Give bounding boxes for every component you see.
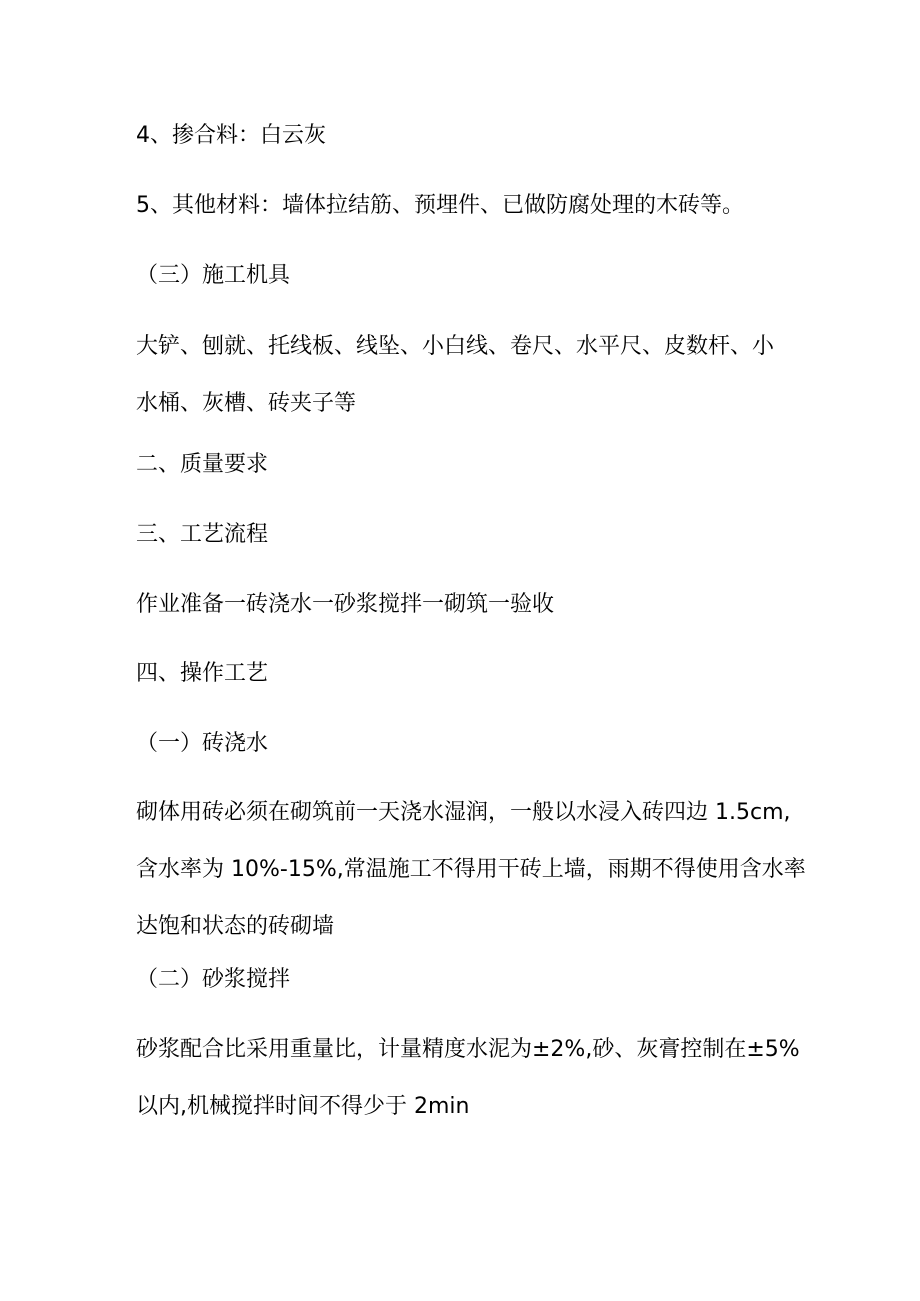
paragraph-line: 以内,机械搅拌时间不得少于 2min <box>136 1094 470 1119</box>
paragraph-line: 水桶、灰槽、砖夹子等 <box>136 391 357 416</box>
list-item-other-materials: 5、其他材料：墙体拉结筋、预埋件、已做防腐处理的木砖等。 <box>136 193 744 218</box>
paragraph-process-flow: 作业准备一砖浇水一砂浆搅拌一砌筑一验收 <box>136 592 555 617</box>
paragraph-line: 达饱和状态的砖砌墙 <box>136 914 335 939</box>
section-heading-tools: （三）施工机具 <box>136 263 291 288</box>
subheading-mortar-mixing: （二）砂浆搅拌 <box>136 967 291 992</box>
subheading-brick-watering: （一）砖浇水 <box>136 731 269 756</box>
paragraph-mortar-mixing <box>136 1036 800 1121</box>
paragraph-line: 砂浆配合比采用重量比，计量精度水泥为±2%,砂、灰膏控制在±5% <box>136 1037 800 1062</box>
heading-process-flow: 三、工艺流程 <box>136 522 269 547</box>
heading-operation-process: 四、操作工艺 <box>136 661 269 686</box>
paragraph-tools <box>136 333 774 418</box>
paragraph-line: 大铲、刨就、托线板、线坠、小白线、卷尺、水平尺、皮数杆、小 <box>136 334 775 359</box>
paragraph-brick-watering <box>136 799 806 941</box>
heading-quality-requirements: 二、质量要求 <box>136 452 269 477</box>
paragraph-line: 含水率为 10%-15%,常温施工不得用干砖上墙，雨期不得使用含水率 <box>136 857 806 882</box>
list-item-admixture: 4、掺合料：白云灰 <box>136 123 326 148</box>
paragraph-line: 砌体用砖必须在砌筑前一天浇水湿润，一般以水浸入砖四边 1.5cm, <box>136 800 791 825</box>
